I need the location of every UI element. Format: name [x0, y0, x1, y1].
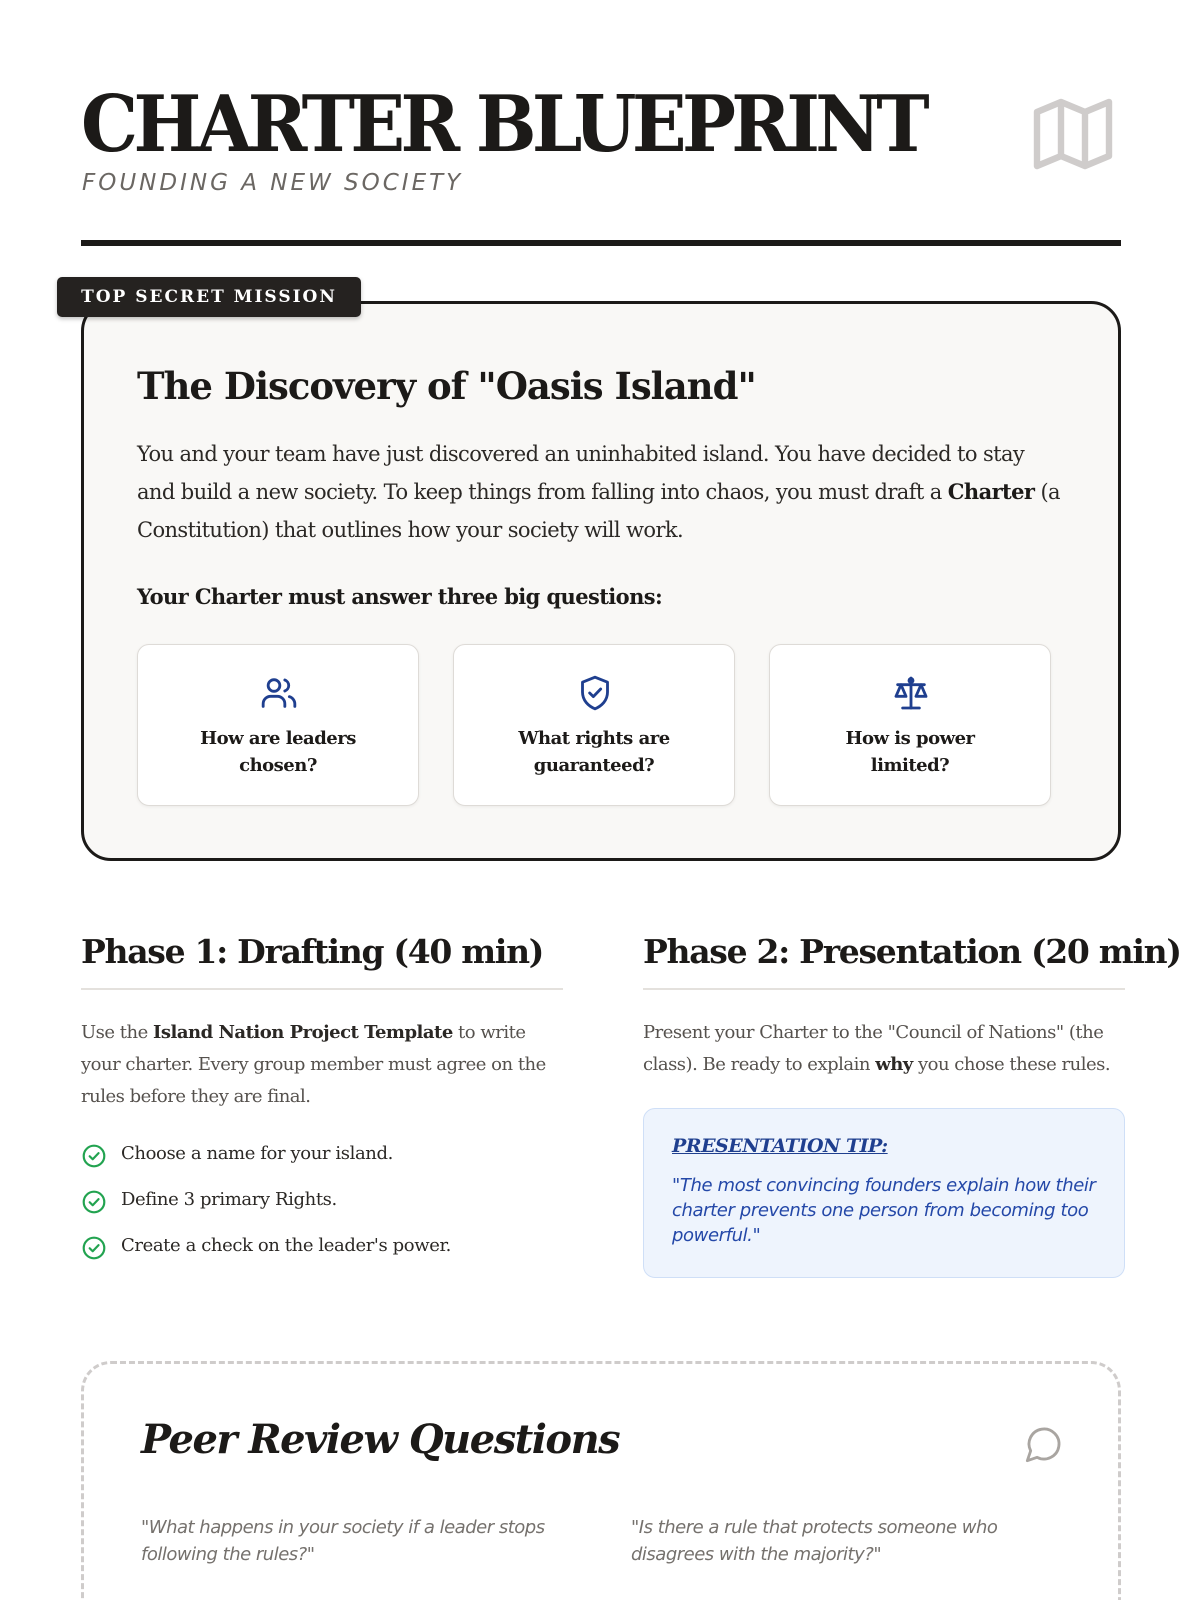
phase-1-description-text: Use the: [81, 1022, 153, 1043]
phase-1-section: [81, 930, 563, 1277]
questions-heading: Your Charter must answer three big questions:: [137, 584, 663, 609]
check-circle-icon: [81, 1235, 107, 1261]
page-header: [81, 80, 1121, 250]
phase-1-title: Phase 1: Drafting (40 min): [81, 932, 544, 971]
page-subtitle: FOUNDING A NEW SOCIETY: [82, 170, 464, 196]
phase-2-description: [643, 1017, 1125, 1081]
question-card-leaders: [137, 644, 419, 806]
phase-2-description-text: Present your Charter to the "Council of Nations" (the class). Be ready to explain: [643, 1022, 1104, 1075]
phase-2-description-text-end: you chose these rules.: [912, 1054, 1111, 1075]
chat-bubble-icon: [1024, 1424, 1064, 1464]
check-circle-icon: [81, 1189, 107, 1215]
mission-tag: TOP SECRET MISSION: [57, 277, 361, 317]
question-card-rights: [453, 644, 735, 806]
phase-1-checklist: [81, 1139, 563, 1277]
check-circle-icon: [81, 1143, 107, 1169]
header-divider: [81, 240, 1121, 246]
checklist-item-label: Choose a name for your island.: [121, 1143, 393, 1164]
peer-review-question: "Is there a rule that protects someone who disagrees with the majority?": [631, 1517, 998, 1565]
phase-1-description-bold: Island Nation Project Template: [152, 1022, 453, 1043]
phase-1-description-text-end: to write your charter. Every group member must agree on the rules before they are final.: [81, 1022, 546, 1107]
checklist-item-label: Define 3 primary Rights.: [121, 1189, 337, 1210]
presentation-tip-text: "The most convincing founders explain how their charter prevents one person from becoming too powerful.": [672, 1175, 1096, 1246]
phase-2-description-bold: why: [875, 1054, 913, 1075]
presentation-tip-label: PRESENTATION TIP:: [672, 1135, 888, 1157]
phase-2-divider: [643, 988, 1125, 990]
presentation-tip-box: [643, 1108, 1125, 1278]
peer-review-question: "What happens in your society if a leader stops following the rules?": [141, 1517, 545, 1565]
checklist-item: [81, 1185, 563, 1231]
map-icon: [1025, 86, 1121, 182]
checklist-item: [81, 1231, 563, 1277]
question-label: How are leaders chosen?: [200, 728, 356, 776]
phase-1-divider: [81, 988, 563, 990]
shield-check-icon: [575, 673, 615, 713]
mission-card: [81, 301, 1121, 861]
page-title: CHARTER BLUEPRINT: [81, 79, 926, 170]
phase-2-section: [643, 930, 1181, 1278]
peer-review-title: Peer Review Questions: [141, 1416, 620, 1463]
mission-description: [137, 435, 1067, 549]
question-label: What rights are guaranteed?: [518, 728, 670, 776]
question-label: How is power limited?: [845, 728, 975, 776]
mission-description-text: You and your team have just discovered an uninhabited island. You have decided to stay and build a new society. To keep things from falling into chaos, you must draft a: [137, 442, 1025, 504]
mission-description-bold: Charter: [947, 479, 1035, 504]
checklist-item-label: Create a check on the leader's power.: [121, 1235, 452, 1256]
mission-description-text-end: (a Constitution) that outlines how your society will work.: [137, 480, 1060, 542]
checklist-item: [81, 1139, 563, 1185]
phase-1-description: [81, 1017, 563, 1113]
phase-2-title: Phase 2: Presentation (20 min): [643, 932, 1181, 971]
scale-icon: [891, 673, 931, 713]
peer-review-card: [81, 1361, 1121, 1600]
question-card-power: [769, 644, 1051, 806]
mission-title: The Discovery of "Oasis Island": [137, 364, 756, 408]
users-icon: [259, 673, 299, 713]
